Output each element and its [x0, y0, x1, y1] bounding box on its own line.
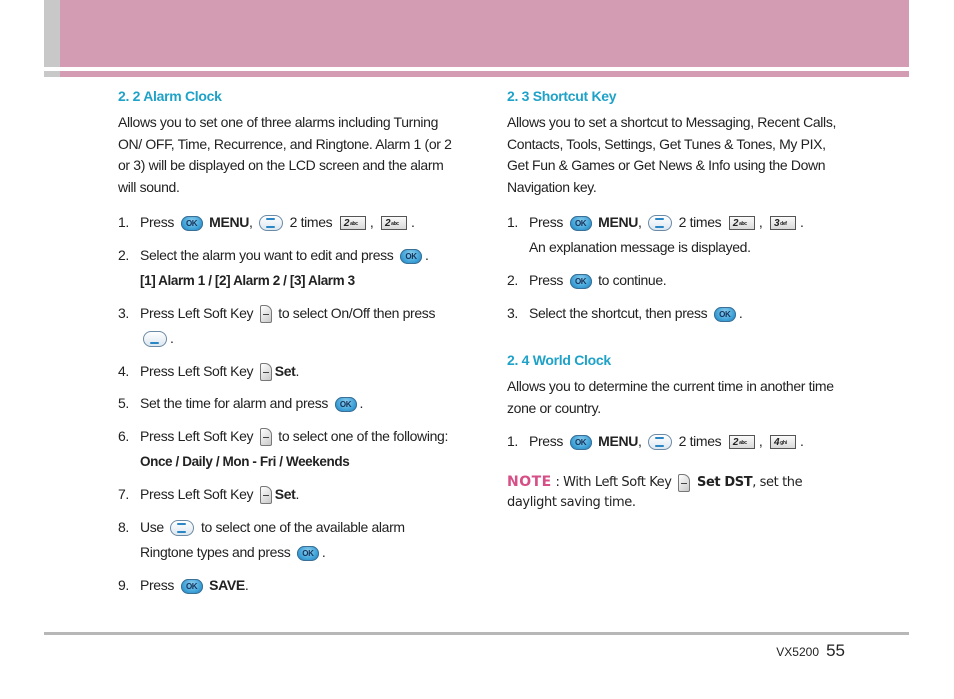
ok-key-icon: OK: [181, 216, 203, 231]
alarm-step-7: 7. Press Left Soft Key Set.: [118, 482, 463, 507]
key-2-icon: $2^{abc}$: [340, 216, 366, 230]
ok-key-icon: OK: [714, 307, 736, 322]
footer-rule: [44, 632, 909, 635]
ok-key-icon: OK: [570, 216, 592, 231]
ok-key-icon: OK: [297, 546, 319, 561]
left-soft-key-icon: [260, 363, 272, 381]
note-tag: NOTE: [507, 474, 552, 490]
header-rule-gray: [44, 71, 60, 77]
recurrence-options: Once / Daily / Mon - Fri / Weekends: [140, 454, 350, 469]
alarm-options: [1] Alarm 1 / [2] Alarm 2 / [3] Alarm 3: [140, 273, 355, 288]
ok-key-icon: OK: [335, 397, 357, 412]
left-soft-key-icon: [260, 428, 272, 446]
page-number: 55: [826, 641, 845, 660]
shortcut-key-intro: Allows you to set a shortcut to Messaging, Recent Calls, Contacts, Tools, Settings, Get Tunes & Tones, My PIX, Get Fun & Games or Get News & Info using the Down Navigation key.: [507, 114, 837, 195]
key-2-icon: $2^{abc}$: [381, 216, 407, 230]
navigation-key-icon: [259, 215, 283, 231]
navigation-down-key-icon: [143, 331, 167, 347]
world-clock-intro: Allows you to determine the current time in another time zone or country.: [507, 378, 834, 416]
alarm-step-9: 9. Press OK SAVE.: [118, 577, 249, 593]
right-column: [507, 88, 847, 513]
key-3-icon: $3^{def}$: [770, 216, 796, 230]
navigation-key-icon: [648, 215, 672, 231]
shortcut-step-3: 3. Select the shortcut, then press OK .: [507, 305, 743, 321]
navigation-key-icon: [170, 520, 194, 536]
key-2-icon: $2^{abc}$: [729, 216, 755, 230]
alarm-steps: [118, 210, 463, 598]
alarm-step-5: 5. Set the time for alarm and press OK .: [118, 395, 364, 411]
header-rule-pink: [60, 71, 909, 77]
note: NOTE : With Left Soft Key Set DST, set the daylight saving time.: [507, 474, 803, 510]
alarm-clock-title: 2. 2 Alarm Clock: [118, 88, 222, 104]
alarm-step-1: 1. Press OK MENU, 2 times $2^{abc}$ , $2^{abc}$ .: [118, 214, 415, 230]
world-clock-title: 2. 4 World Clock: [507, 352, 611, 368]
alarm-step-4: 4. Press Left Soft Key Set.: [118, 359, 463, 384]
alarm-step-6: 6. Press Left Soft Key to select one of the following: Once / Daily / Mon - Fri / Weekends: [118, 424, 463, 474]
ok-key-icon: OK: [570, 435, 592, 450]
shortcut-step-1: 1. Press OK MENU, 2 times $2^{abc}$ , $3^{def}$ . An explanation message is displayed.: [507, 214, 804, 255]
alarm-clock-intro: Allows you to set one of three alarms including Turning ON/ OFF, Time, Recurrence, and Ringtone. Alarm 1 (or 2 or 3) will be displayed on the LCD screen and the alarm will sound.: [118, 114, 452, 195]
navigation-key-icon: [648, 434, 672, 450]
left-soft-key-icon: [678, 474, 690, 492]
ok-key-icon: OK: [570, 274, 592, 289]
header-pink-band: [60, 0, 909, 67]
alarm-step-3: 3. Press Left Soft Key to select On/Off then press .: [118, 305, 436, 346]
left-soft-key-icon: [260, 486, 272, 504]
ok-key-icon: OK: [400, 249, 422, 264]
footer-model: VX5200: [776, 645, 819, 659]
ok-key-icon: OK: [181, 579, 203, 594]
header-gray-block: [44, 0, 60, 67]
alarm-step-8: 8. Use to select one of the available alarm Ringtone types and press OK .: [118, 519, 405, 560]
key-4-icon: $4^{ghi}$: [770, 435, 796, 449]
world-steps: [507, 429, 847, 454]
world-step-1: 1. Press OK MENU, 2 times $2^{abc}$ , $4^{ghi}$ .: [507, 433, 804, 449]
left-soft-key-icon: [260, 305, 272, 323]
shortcut-key-title: 2. 3 Shortcut Key: [507, 88, 617, 104]
alarm-step-2: 2. Select the alarm you want to edit and press OK . [1] Alarm 1 / [2] Alarm 2 / [3] Alarm 3: [118, 243, 463, 293]
key-2-icon: $2^{abc}$: [729, 435, 755, 449]
shortcut-steps: [507, 210, 847, 326]
shortcut-step-2: 2. Press OK to continue.: [507, 272, 667, 288]
left-column: [118, 88, 463, 598]
